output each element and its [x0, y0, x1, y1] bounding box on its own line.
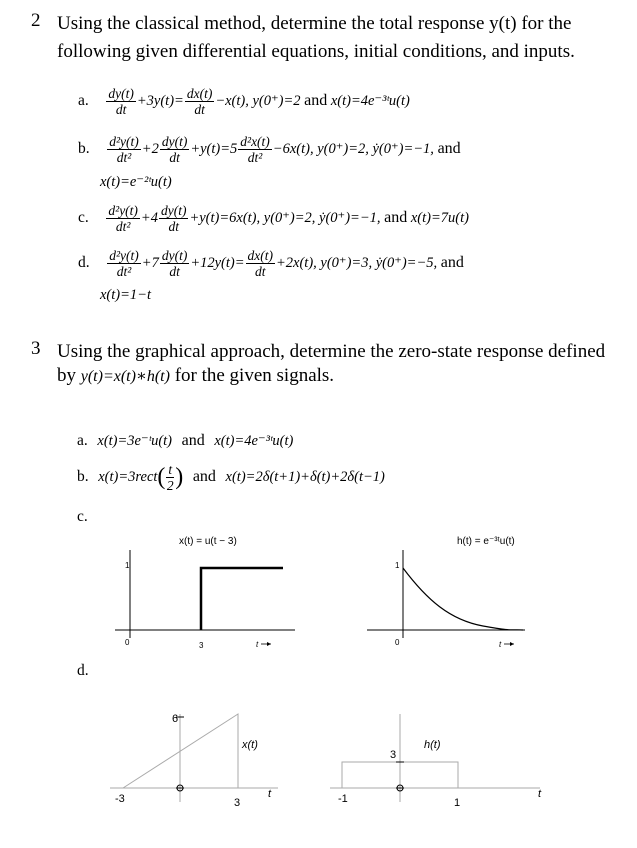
- step-signal: [201, 568, 283, 630]
- x-tick-left: -3: [115, 793, 125, 805]
- q2-number: 2: [31, 10, 41, 31]
- and-text: and: [181, 432, 205, 449]
- fraction: $\frac{\text{d²x(t)}}{\text{dt²}}$: [240, 134, 270, 165]
- q3-line2-prefix: by: [57, 365, 76, 386]
- item-label: b.: [77, 467, 89, 485]
- q3-d-plots: [100, 700, 560, 830]
- q2-line2: following given differential equations, initial conditions, and inputs.: [57, 41, 575, 62]
- and-text: and: [192, 467, 216, 485]
- axis-arrowhead: [267, 642, 271, 646]
- item-label: a.: [78, 91, 89, 109]
- q3-item-d-label: d.: [77, 662, 89, 679]
- fraction: $\frac{\text{d²y(t)}}{\text{dt²}}$: [108, 203, 138, 234]
- eq-term: x(t)=4e⁻³ᵗu(t): [214, 433, 294, 449]
- eq-term: x(t)=3rect: [98, 468, 158, 485]
- y-tick: 3: [390, 749, 397, 761]
- fraction: $\frac{dy(t)}{dt}$: [160, 203, 187, 234]
- fraction: $\frac{t}{2}$: [166, 462, 174, 493]
- q3-number: 3: [31, 338, 41, 359]
- plot-title: x(t): [242, 739, 258, 751]
- plot-title: x(t) = u(t − 3): [179, 536, 237, 547]
- q2-item-b-input: x(t)=e⁻²ᵗu(t): [100, 174, 172, 190]
- axis-label: t: [268, 788, 272, 800]
- eq-term: +4: [140, 209, 158, 226]
- fraction: $\frac{dy(t)}{dt}$: [161, 248, 188, 279]
- q3-line1: Using the graphical approach, determine the zero-state response defined: [57, 341, 606, 362]
- q3-line2-eq: y(t)=x(t)∗h(t): [80, 368, 170, 385]
- fraction: $\frac{\text{d²y(t)}}{\text{dt²}}$: [109, 134, 139, 165]
- q2-item-a: [78, 86, 410, 117]
- q2-item-d: [78, 248, 464, 279]
- q2-line1: Using the classical method, determine the total response y(t) for the: [57, 13, 572, 34]
- q3-item-c-label: c.: [77, 508, 88, 525]
- fraction: $\frac{\text{d²y(t)}}{\text{dt²}}$: [109, 248, 139, 279]
- fraction: $\frac{dx(t)}{dt}$: [186, 86, 213, 117]
- q3-line2: [57, 362, 334, 390]
- axis-label: t: [538, 788, 542, 800]
- eq-term: −6x(t), y(0⁺)=2, ẏ(0⁺)=−1,: [272, 140, 434, 157]
- eq-term: +3y(t)=: [136, 92, 184, 109]
- eq-term: −x(t), y(0⁺)=2: [215, 92, 301, 109]
- q3-item-a: [77, 432, 293, 450]
- axis-arrowhead: [510, 642, 514, 646]
- eq-term: +2x(t), y(0⁺)=3, ẏ(0⁺)=−5,: [276, 254, 438, 271]
- item-label: d.: [78, 253, 90, 271]
- eq-term: x(t)=3e⁻ᵗu(t): [97, 433, 173, 449]
- axis-label: t: [256, 640, 259, 649]
- q2-item-c: [78, 203, 469, 234]
- item-label: c.: [78, 208, 89, 226]
- input-eq: x(t)=4e⁻³ᵗu(t): [330, 92, 410, 109]
- and-text: and: [440, 253, 464, 271]
- input-eq: x(t)=7u(t): [410, 209, 469, 226]
- eq-term: +y(t)=5: [190, 140, 238, 157]
- y-tick: 6: [172, 713, 179, 725]
- origin-label: 0: [395, 638, 400, 647]
- fraction: $\frac{dy(t)}{dt}$: [161, 134, 188, 165]
- and-text: and: [437, 139, 461, 157]
- eq-term: +12y(t)=: [190, 254, 245, 271]
- fraction: $\frac{dx(t)}{dt}$: [247, 248, 273, 279]
- q3-c-plots: [105, 530, 615, 660]
- eq-term: +7: [141, 254, 159, 271]
- y-tick: 1: [395, 561, 400, 570]
- fraction: $\frac{dy(t)}{dt}$: [108, 86, 134, 117]
- decay-signal: [403, 568, 523, 630]
- item-label: b.: [78, 139, 90, 157]
- x-tick: 3: [199, 641, 204, 650]
- plot-title: h(t): [424, 739, 441, 751]
- x-tick-left: -1: [338, 793, 348, 805]
- eq-term: +y(t)=6x(t), y(0⁺)=2, ẏ(0⁺)=−1,: [189, 209, 381, 226]
- q2-item-d-input: x(t)=1−t: [100, 287, 151, 303]
- y-tick: 1: [125, 561, 130, 570]
- plot-title: h(t) = e⁻³ᵗu(t): [457, 536, 515, 547]
- q3-line2-suffix: for the given signals.: [174, 365, 335, 386]
- x-tick-right: 1: [454, 797, 461, 809]
- and-text: and: [384, 208, 408, 226]
- q2-item-b: [78, 134, 461, 165]
- q3-item-b: b. x(t)=3rect( $\frac{t}{2}$ ) and x(t)=2δ(t+1)+δ(t)+2δ(t−1): [77, 462, 385, 493]
- origin-label: 0: [125, 638, 130, 647]
- x-tick-right: 3: [234, 797, 241, 809]
- eq-term: x(t)=2δ(t+1)+δ(t)+2δ(t−1): [225, 468, 385, 485]
- and-text: and: [304, 91, 328, 109]
- eq-term: +2: [141, 140, 159, 157]
- axis-label: t: [499, 640, 502, 649]
- item-label: a.: [77, 432, 88, 449]
